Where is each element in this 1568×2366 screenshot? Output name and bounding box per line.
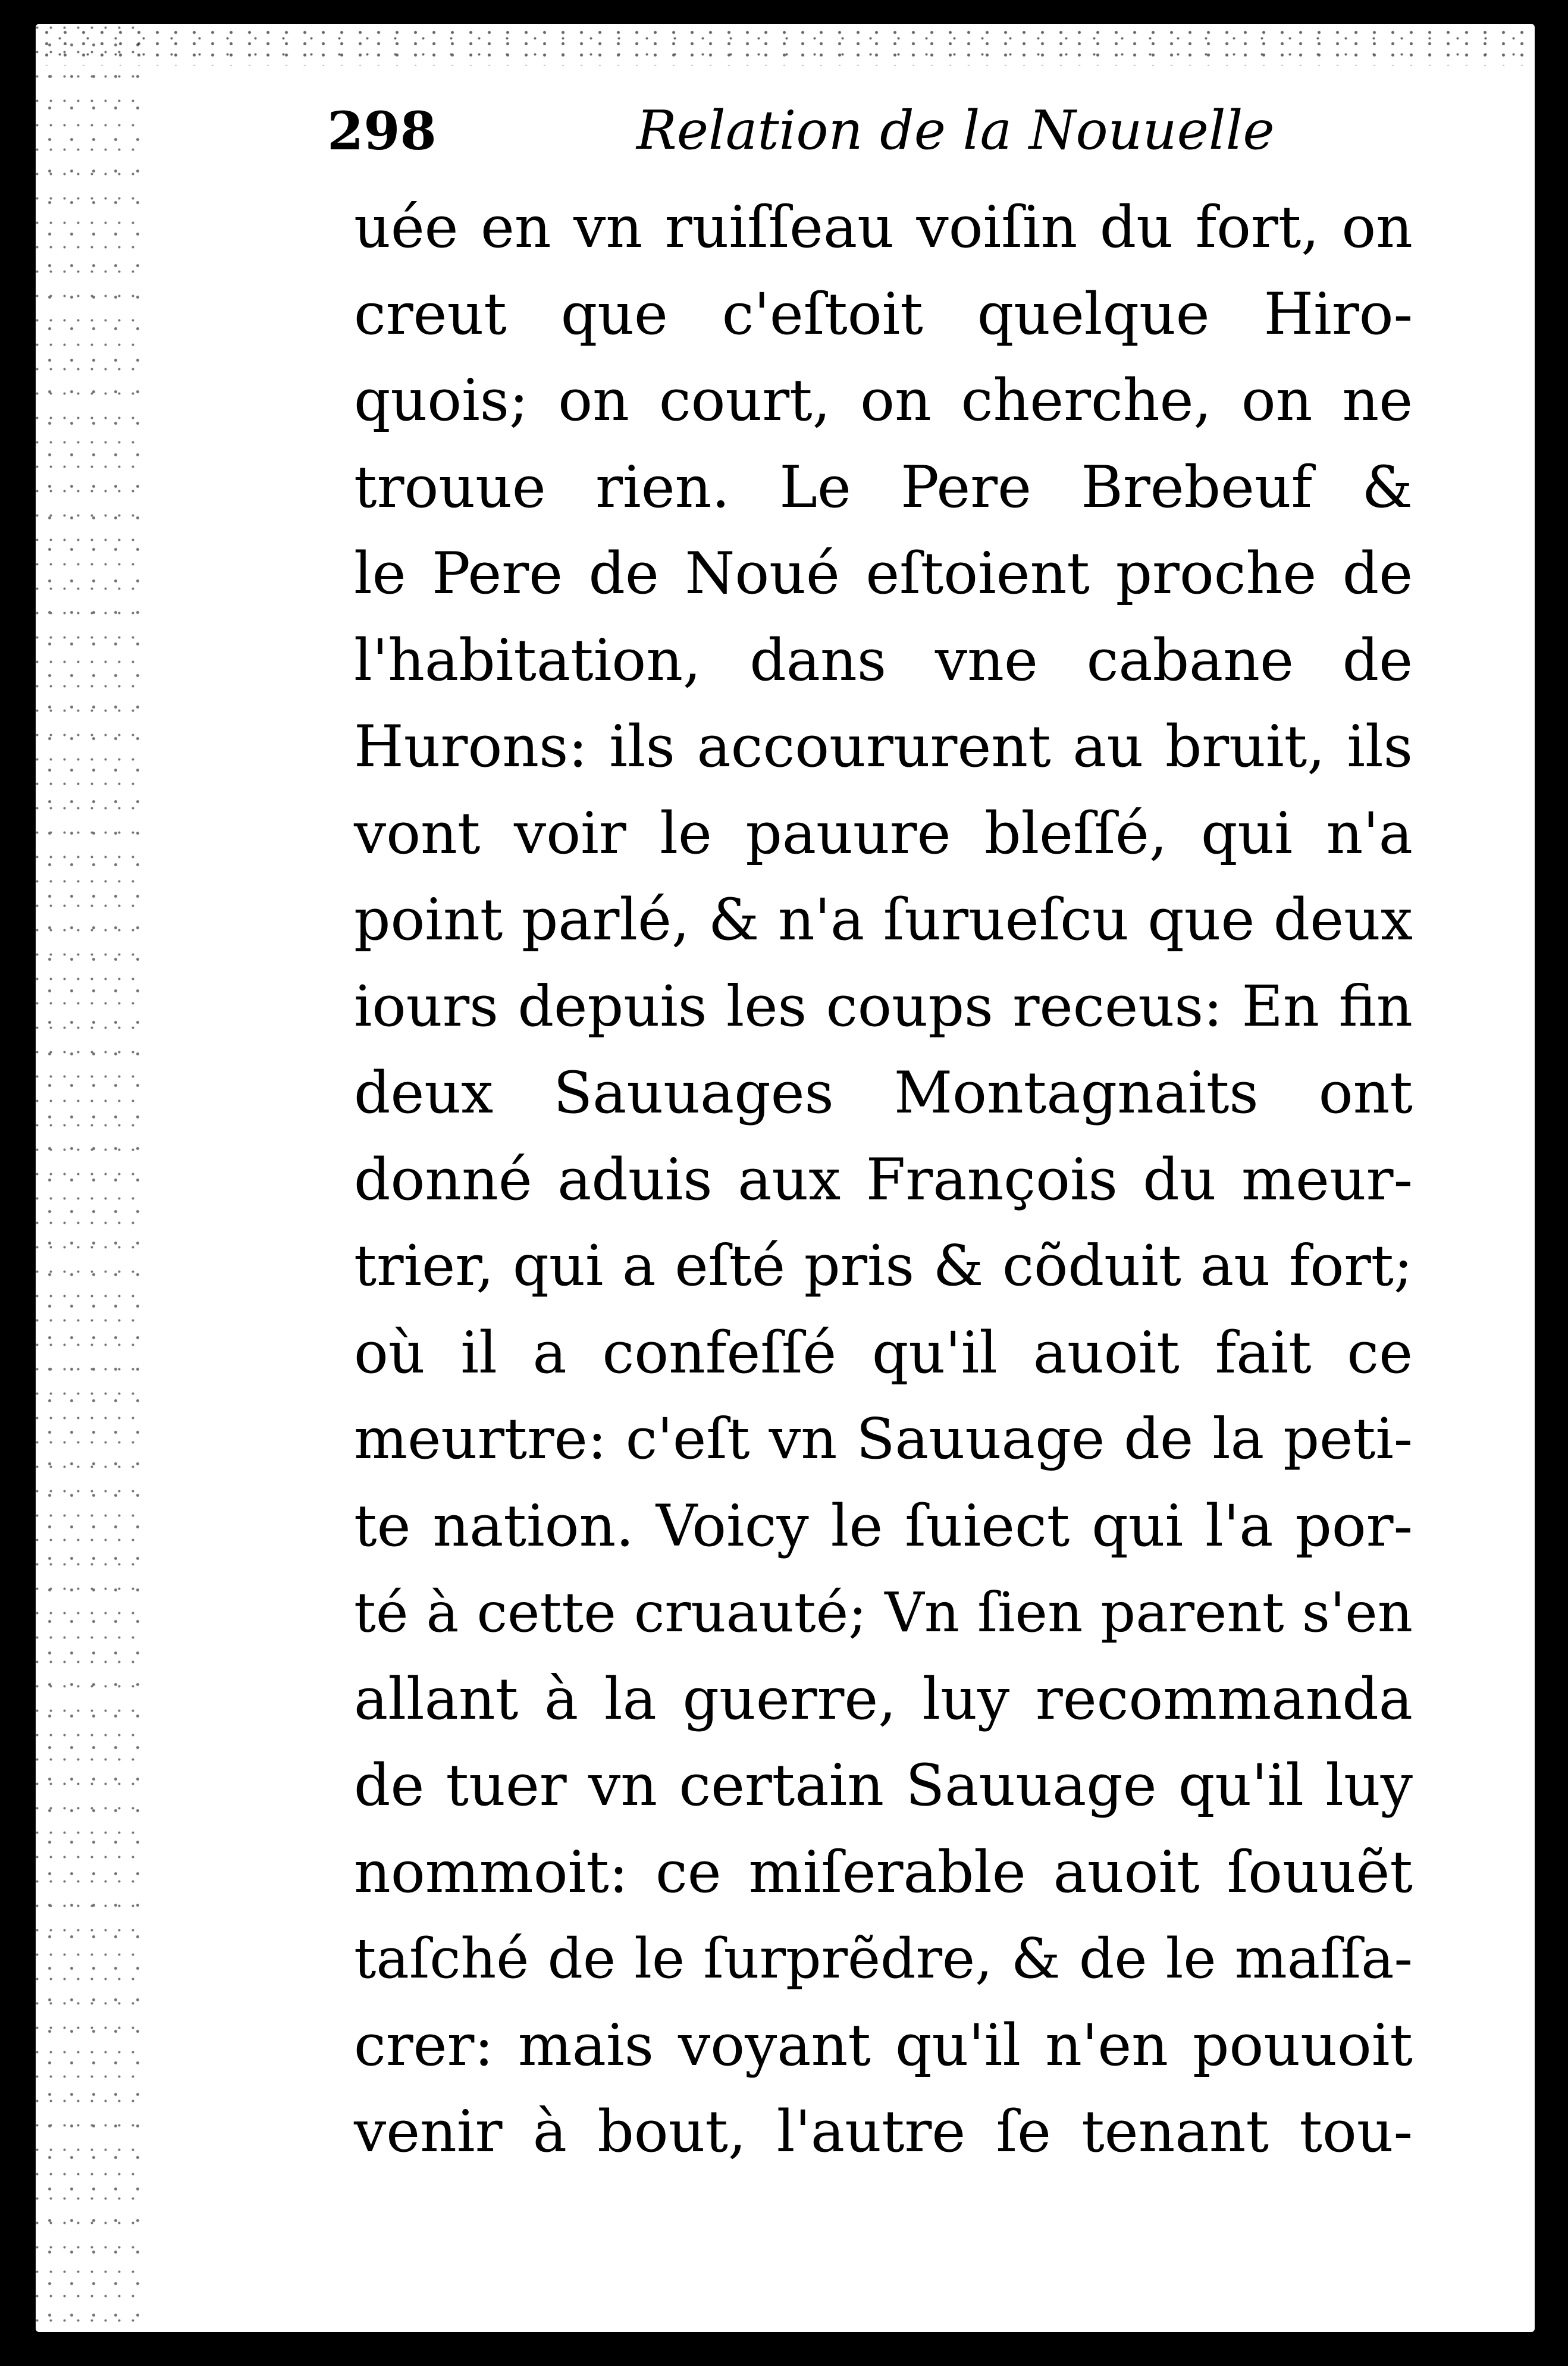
book-page xyxy=(36,24,1535,2332)
text-line: te nation. Voicy le ſuiect qui l'a por- xyxy=(354,1492,1413,1559)
text-line: l'habitation, dans vne cabane de xyxy=(354,626,1413,694)
text-line: le Pere de Noué eſtoient proche de xyxy=(354,540,1413,607)
text-line: meurtre: c'eſt vn Sauuage de la peti- xyxy=(354,1406,1413,1472)
text-line: nommoit: ce miſerable auoit ſouuẽt xyxy=(354,1838,1413,1906)
text-line: point parlé, & n'a ſurueſcu que deux xyxy=(354,886,1413,953)
text-line: taſché de le ſurprẽdre, & de le maſſa- xyxy=(354,1926,1413,1991)
running-title: Relation de la Nouuelle xyxy=(636,99,1275,162)
edge-noise-left xyxy=(36,24,143,2332)
text-line: té à cette cruauté; Vn ſien parent s'en xyxy=(354,1581,1413,1644)
text-line: allant à la guerre, luy recommanda xyxy=(354,1665,1413,1732)
text-line: uée en vn ruiſſeau voiſin du fort, on xyxy=(354,194,1413,261)
page-header xyxy=(327,86,1457,176)
text-line: trier, qui a eſté pris & cõduit au fort; xyxy=(354,1233,1413,1299)
body-text xyxy=(354,184,1413,2176)
edge-noise-top xyxy=(36,24,1535,65)
text-line: venir à bout, l'autre ſe tenant tou- xyxy=(354,2098,1413,2165)
text-line: iours depuis les coups receus: En fin xyxy=(354,973,1413,1039)
text-line: quois; on court, on cherche, on ne xyxy=(354,367,1413,434)
text-line: vont voir le pauure bleſſé, qui n'a xyxy=(354,800,1413,867)
text-line: trouue rien. Le Pere Brebeuf & xyxy=(354,453,1413,521)
text-line: où il a confeſſé qu'il auoit fait ce xyxy=(354,1319,1413,1386)
text-line: creut que c'eſtoit quelque Hiro- xyxy=(354,280,1413,347)
text-line: crer: mais voyant qu'il n'en pouuoit xyxy=(354,2011,1413,2079)
text-line: de tuer vn certain Sauuage qu'il luy xyxy=(354,1752,1413,1819)
text-line: Hurons: ils accoururent au bruit, ils xyxy=(354,713,1413,780)
text-line: donné aduis aux François du meur- xyxy=(354,1146,1413,1213)
page-number: 298 xyxy=(327,100,437,162)
text-line: deux Sauuages Montagnaits ont xyxy=(354,1060,1413,1126)
